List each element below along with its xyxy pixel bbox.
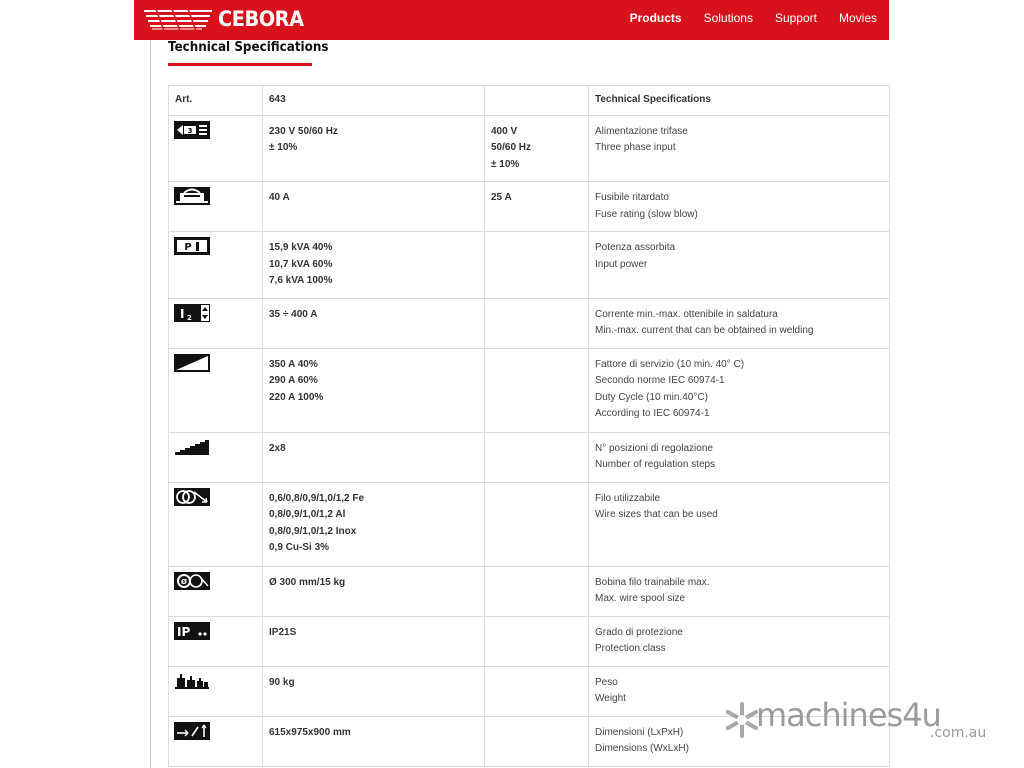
svg-text:P: P [184, 242, 192, 253]
row-value2-line: 25 A [491, 192, 512, 203]
svg-text:I: I [180, 306, 185, 321]
nav-movies[interactable]: Movies [838, 11, 877, 25]
row-value-line: 230 V 50/60 Hz [269, 125, 338, 137]
main-nav [608, 0, 877, 36]
fuse-icon [174, 187, 210, 205]
row-value-line: 35 ÷ 400 A [269, 308, 318, 320]
duty-cycle-icon [174, 354, 210, 372]
row-description-line: Alimentazione trifase [595, 125, 688, 137]
table-row [169, 115, 890, 182]
logo-text: CEBORA [218, 7, 304, 31]
row-value-line: 10,7 kVA 60% [269, 258, 333, 270]
section-title-underline [168, 63, 312, 66]
cebora-logo[interactable] [142, 4, 311, 34]
row-value-line: 220 A 100% [269, 391, 324, 403]
row-value2-line: 50/60 Hz [491, 142, 532, 153]
row-value-line: 15,9 kVA 40% [269, 242, 333, 253]
wire-size-icon [174, 488, 210, 506]
row-description-line: Duty Cycle (10 min.40°C) [595, 391, 708, 403]
row-description-line: Protection class [595, 643, 666, 654]
row-description-line: Fusibile ritardato [595, 192, 669, 203]
row-description-line: According to IEC 60974-1 [595, 408, 710, 419]
regulation-steps-icon [174, 438, 210, 456]
input-power-icon [174, 237, 210, 255]
three-phase-input-icon [174, 121, 210, 139]
row-description-line: Min.-max. current that can be obtained in welding [595, 325, 814, 336]
header-article-number: 643 [263, 86, 485, 116]
table-row [169, 482, 890, 566]
row-description-line: Secondo norme IEC 60974-1 [595, 375, 725, 386]
row-value2-line: 400 V [491, 125, 518, 137]
header-technical-specifications: Technical Specifications [589, 86, 890, 116]
row-value-line: Ø 300 mm/15 kg [269, 576, 346, 588]
table-row [169, 232, 890, 299]
table-row [169, 616, 890, 666]
protection-class-icon [174, 622, 210, 640]
table-row [169, 432, 890, 482]
dimensions-icon [174, 722, 210, 740]
row-description-line: N° posizioni di regolazione [595, 442, 713, 454]
machines4u-watermark [722, 696, 987, 745]
row-description-line: Grado di protezione [595, 626, 683, 638]
row-value-line: 7,6 kVA 100% [269, 275, 333, 286]
row-value-line: IP21S [269, 626, 297, 638]
weight-icon [174, 672, 210, 690]
table-header-row [169, 86, 890, 116]
row-value-line: 615x975x900 mm [269, 726, 351, 738]
row-value-line: 40 A [269, 192, 290, 203]
row-description-line: Corrente min.-max. ottenibile in saldatura [595, 308, 778, 320]
row-description-line: Fuse rating (slow blow) [595, 208, 698, 220]
row-description-line: Input power [595, 258, 648, 270]
left-divider [150, 40, 151, 768]
specifications-table [168, 85, 890, 767]
row-value-line: 290 A 60% [269, 375, 318, 386]
row-description-line: Three phase input [595, 142, 676, 153]
row-description-line: Filo utilizzabile [595, 492, 661, 504]
section-title: Technical Specifications [168, 40, 329, 55]
header-art: Art. [169, 86, 263, 116]
current-range-icon [174, 304, 210, 322]
row-value-line: 0,9 Cu-Si 3% [269, 542, 330, 553]
svg-text:2: 2 [187, 313, 192, 322]
row-description-line: Bobina filo trainabile max. [595, 576, 710, 588]
table-row [169, 298, 890, 348]
row-description-line: Wire sizes that can be used [595, 509, 718, 520]
logo-stripes-icon [142, 7, 216, 31]
row-value-line: 350 A 40% [269, 358, 318, 370]
nav-products[interactable]: Products [629, 11, 682, 25]
row-description-line: Dimensioni (LxPxH) [595, 726, 684, 738]
row-description-line: Max. wire spool size [595, 593, 686, 604]
header-empty [485, 86, 589, 116]
row-description-line: Peso [595, 676, 618, 688]
row-value-line: 2x8 [269, 442, 286, 454]
table-row [169, 566, 890, 616]
row-description-line: Fattore di servizio (10 min. 40° C) [595, 358, 745, 370]
row-description-line: Weight [595, 693, 626, 704]
nav-solutions[interactable]: Solutions [703, 11, 753, 25]
row-value-line: 0,8/0,9/1,0/1,2 Inox [269, 525, 357, 537]
svg-text:3: 3 [187, 126, 193, 135]
site-header [134, 0, 889, 40]
row-value-line: ± 10% [269, 142, 298, 153]
watermark-text: machines4u [756, 696, 941, 734]
row-description-line: Potenza assorbita [595, 242, 676, 253]
row-description-line: Dimensions (WxLxH) [595, 743, 689, 754]
svg-text:Ø: Ø [181, 577, 187, 586]
row-value-line: 90 kg [269, 676, 295, 688]
row-value2-line: ± 10% [491, 158, 520, 170]
row-value-line: 0,6/0,8/0,9/1,0/1,2 Fe [269, 492, 365, 504]
svg-text:IP: IP [177, 624, 191, 639]
row-description-line: Number of regulation steps [595, 459, 716, 470]
wire-spool-icon [174, 572, 210, 590]
watermark-domain: .com.au [930, 725, 987, 741]
row-value-line: 0,8/0,9/1,0/1,2 Al [269, 509, 346, 520]
table-row [169, 182, 890, 232]
nav-support[interactable]: Support [774, 11, 817, 25]
table-row [169, 348, 890, 432]
